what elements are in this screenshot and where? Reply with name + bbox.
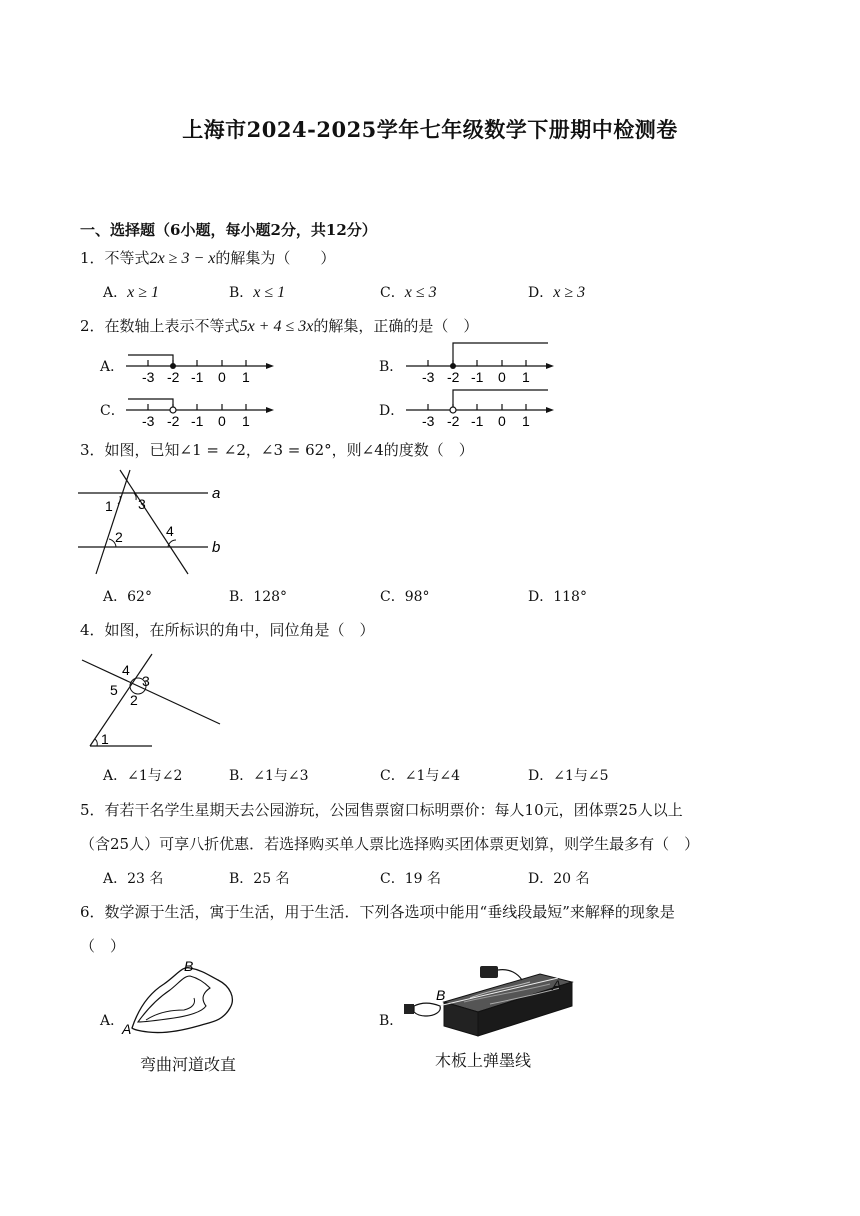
angle-label-2: 2: [130, 692, 138, 708]
option-c: C．∠1与∠4: [380, 768, 460, 784]
question-number: 4．: [80, 621, 105, 639]
tick-label: -2: [447, 413, 460, 429]
parallel-lines-figure: [78, 464, 228, 580]
point-label-a: A: [122, 1021, 132, 1037]
tick-label: 1: [242, 413, 250, 429]
point-label-b: B: [184, 960, 194, 974]
tick-label: 1: [522, 369, 530, 385]
tick-label: -3: [142, 413, 155, 429]
option-a: A．: [100, 359, 125, 375]
question-2: [80, 315, 478, 336]
option-c: C．98°: [380, 589, 430, 605]
angle-label-3: 3: [142, 673, 150, 689]
option-d: D．20 名: [528, 871, 590, 887]
option-b: B．: [379, 359, 404, 375]
number-line-c: [120, 382, 280, 430]
option-c: C．: [100, 403, 125, 419]
question-text: 如图，在所标识的角中，同位角是（ ）: [104, 621, 375, 639]
tick-label: 0: [218, 369, 226, 385]
number-line-d: [400, 382, 560, 430]
question-text: 如图，已知∠1 = ∠2，∠3 = 62°，则∠4的度数（ ）: [104, 441, 474, 459]
option-d: D．∠1与∠5: [528, 768, 609, 784]
question-text: 数学源于生活，寓于生活，用于生活．下列各选项中能用“垂线段最短”来解释的现象是: [104, 903, 675, 921]
tick-label: -1: [191, 369, 204, 385]
tick-label: 1: [242, 369, 250, 385]
question-5: [80, 799, 683, 820]
board-figure: [400, 960, 580, 1040]
question-5-continued: （含25人）可享八折优惠．若选择购买单人票比选择购买团体票更划算，则学生最多有（ ）: [80, 835, 700, 853]
angle-label-1: 1: [101, 731, 109, 747]
option-d: D．: [379, 403, 405, 419]
question-number: 3．: [80, 441, 105, 459]
option-b: B．25 名: [229, 871, 290, 887]
question-text: 的解集为（ ）: [215, 249, 336, 267]
tick-label: 0: [218, 413, 226, 429]
question-number: 1．: [80, 249, 105, 267]
question-math: 5x + 4 ≤ 3x: [239, 318, 314, 335]
question-number: 5．: [80, 801, 105, 819]
number-line-a: [120, 338, 280, 386]
tick-label: 0: [498, 413, 506, 429]
angles-figure: [80, 648, 230, 752]
option-a: A．: [100, 1013, 125, 1029]
option-a: A．∠1与∠2: [103, 768, 183, 784]
caption-board: 木板上弹墨线: [435, 1051, 532, 1070]
option-c: C．19 名: [380, 871, 441, 887]
tick-label: 1: [522, 413, 530, 429]
tick-label: -3: [142, 369, 155, 385]
tick-label: -2: [447, 369, 460, 385]
line-label-b: b: [212, 539, 221, 556]
question-text: 在数轴上表示不等式: [104, 317, 240, 335]
question-text: 的解集，正确的是（ ）: [313, 317, 479, 335]
question-6-continued: （ ）: [80, 937, 126, 955]
tick-label: 0: [498, 369, 506, 385]
question-4: [80, 619, 375, 640]
option-a: A．x ≥ 1: [103, 284, 160, 301]
angle-label-3: 3: [138, 496, 146, 512]
option-b: B．: [379, 1013, 404, 1029]
question-number: 2．: [80, 317, 105, 335]
question-text: 不等式: [104, 249, 150, 267]
tick-label: -1: [471, 413, 484, 429]
option-d: D．x ≥ 3: [528, 284, 586, 301]
tick-label: -3: [422, 413, 435, 429]
question-1: [80, 247, 335, 268]
number-line-b: [400, 338, 560, 386]
option-c: C．x ≤ 3: [380, 284, 437, 301]
question-math: 2x ≥ 3 − x: [149, 250, 216, 267]
question-6: [80, 901, 675, 922]
tick-label: -2: [167, 413, 180, 429]
tick-label: -1: [471, 369, 484, 385]
angle-label-5: 5: [110, 682, 118, 698]
caption-river: 弯曲河道改直: [140, 1055, 237, 1074]
tick-label: -2: [167, 369, 180, 385]
tick-label: -3: [422, 369, 435, 385]
page-title: 上海市2024-2025学年七年级数学下册期中检测卷: [182, 117, 678, 142]
angle-label-1: 1: [105, 498, 113, 514]
tick-label: -1: [191, 413, 204, 429]
angle-label-4: 4: [166, 523, 174, 539]
river-figure: [118, 960, 248, 1042]
point-label-b: B: [436, 987, 446, 1003]
point-label-a: A: [552, 977, 562, 993]
question-3: [80, 439, 474, 460]
question-text: 有若干名学生星期天去公园游玩，公园售票窗口标明票价：每人10元，团体票25人以上: [104, 801, 683, 819]
option-b: B．x ≤ 1: [229, 284, 286, 301]
option-a: A．62°: [103, 589, 152, 605]
option-b: B．∠1与∠3: [229, 768, 309, 784]
option-b: B．128°: [229, 589, 288, 605]
option-d: D．118°: [528, 589, 587, 605]
angle-label-4: 4: [122, 662, 130, 678]
angle-label-2: 2: [115, 529, 123, 545]
section-heading: 一、选择题（6小题，每小题2分，共12分）: [80, 221, 377, 239]
question-number: 6．: [80, 903, 105, 921]
line-label-a: a: [212, 485, 221, 502]
option-a: A．23 名: [103, 871, 164, 887]
